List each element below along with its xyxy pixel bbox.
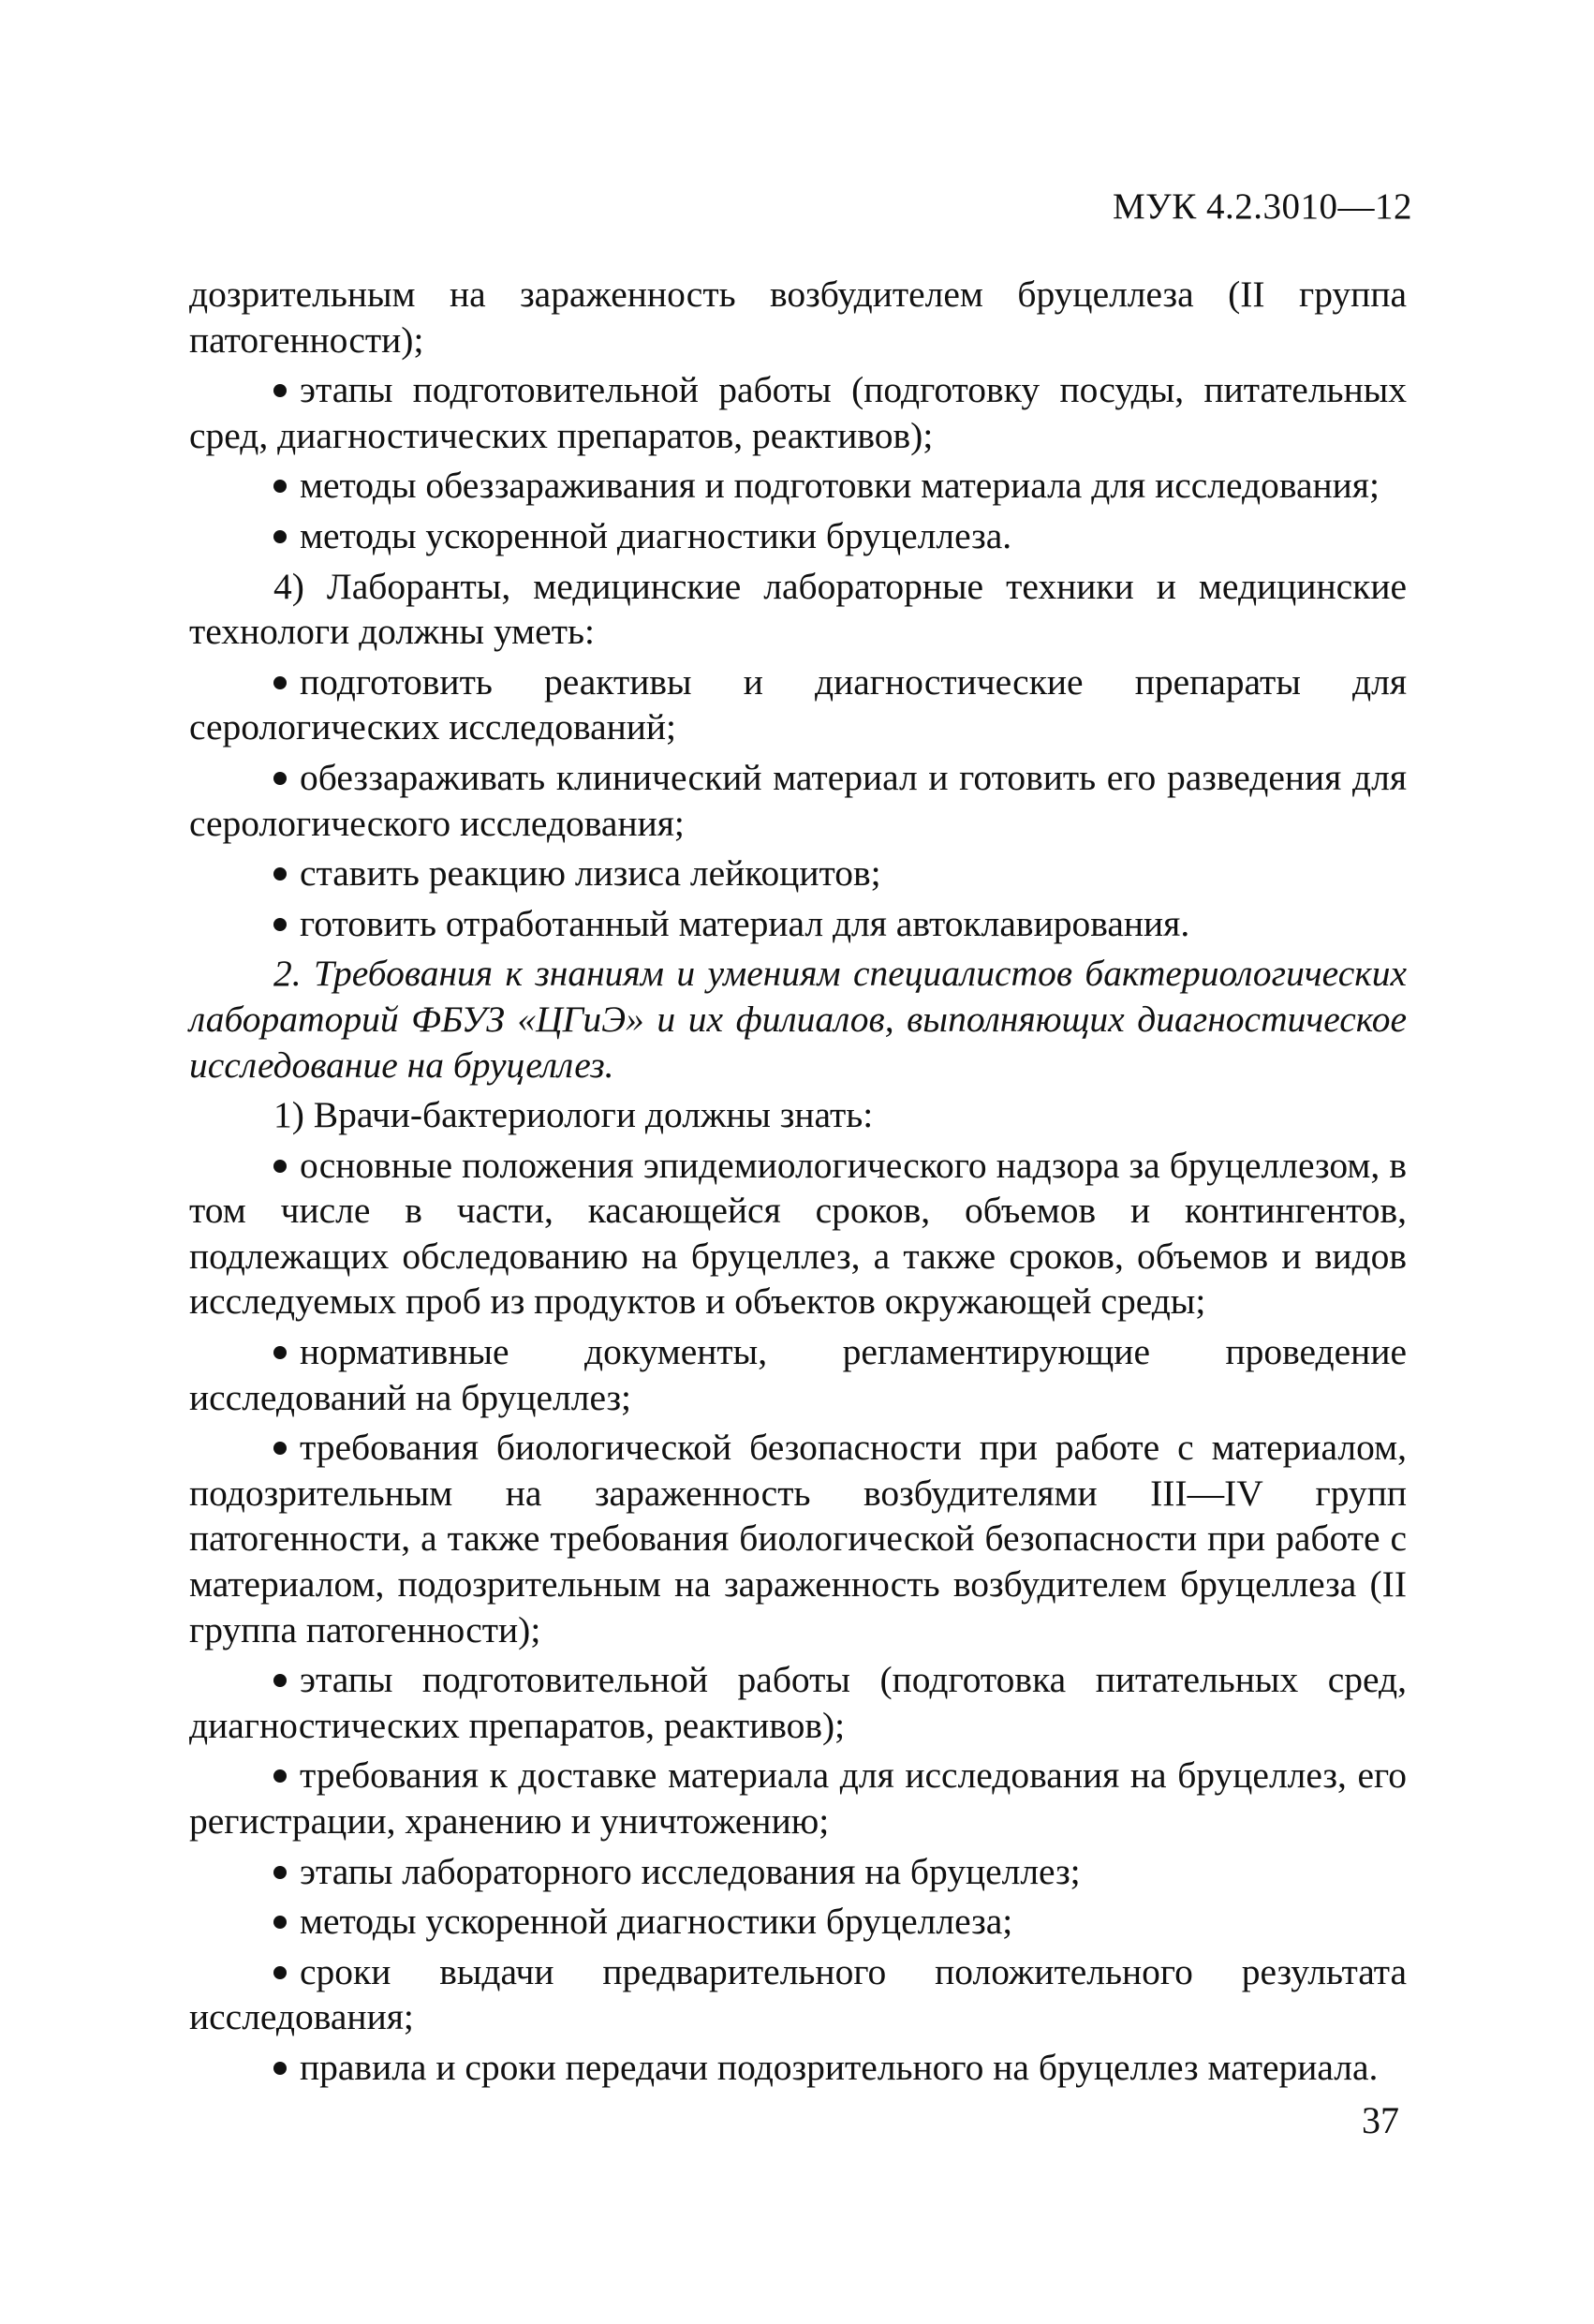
bullet-text: требования биологической безопасности при работе с материалом, подозрительным на зараженность возбудителями III—IV групп патогенности, а также требования биологической безопасности при работе с материалом, подозрительным на зараженность возбудителем бруцеллеза (II группа патогенности); <box>189 1427 1407 1650</box>
bullet-icon <box>273 1160 287 1173</box>
bullet-icon <box>273 772 287 785</box>
bullet-item <box>189 1329 1407 1420</box>
bullet-icon <box>273 918 287 931</box>
bullet-text: сроки выдачи предварительного положительного результата исследования; <box>189 1950 1407 2038</box>
bullet-icon <box>273 1916 287 1929</box>
bullet-icon <box>273 867 287 881</box>
paragraph-continuation: дозрительным на зараженность возбудителем бруцеллеза (II группа патогенности); <box>189 274 1407 361</box>
document-code-header: МУК 4.2.3010—12 <box>1112 186 1412 227</box>
page-number: 37 <box>1362 2099 1399 2141</box>
bullet-icon <box>273 676 287 689</box>
bullet-icon <box>273 1674 287 1687</box>
bullet-item <box>189 755 1407 846</box>
bullet-item <box>189 513 1407 559</box>
bullet-icon <box>273 480 287 493</box>
bullet-item <box>189 1657 1407 1748</box>
bullet-text: основные положения эпидемиологического надзора за бруцеллезом, в том числе в части, касающейся сроков, объемов и контингентов, подлежащих обследованию на бруцеллез, а также сроков, объемов и видов исследуемых проб из продуктов и объектов окружающей среды; <box>189 1144 1407 1323</box>
bullet-text: нормативные документы, регламентирующие проведение исследований на бруцеллез; <box>189 1331 1407 1418</box>
bullet-text: правила и сроки передачи подозрительного на бруцеллез материала. <box>300 2046 1379 2088</box>
paragraph: 1) Врачи-бактериологи должны знать: <box>273 1094 874 1136</box>
bullet-icon <box>273 1442 287 1455</box>
paragraph: 4) Лаборанты, медицинские лабораторные техники и медицинские технологи должны уметь: <box>189 565 1407 653</box>
bullet-icon <box>273 1769 287 1783</box>
bullet-text: требования к доставке материала для исследования на бруцеллез, его регистрации, хранению и уничтожению; <box>189 1754 1407 1842</box>
bullet-text: методы ускоренной диагностики бруцеллеза. <box>300 514 1012 556</box>
bullet-icon <box>273 2062 287 2075</box>
bullet-item <box>189 901 1407 947</box>
bullet-item <box>189 367 1407 458</box>
bullet-icon <box>273 1966 287 1979</box>
bullet-icon <box>273 530 287 543</box>
section-heading-italic: 2. Требования к знаниям и умениям специалистов бактериологических лабораторий ФБУЗ «ЦГиЭ» и их филиалов, выполняющих диагностическое исследование на бруцеллез. <box>189 953 1407 1086</box>
bullet-item <box>189 1425 1407 1652</box>
bullet-text: этапы подготовительной работы (подготовка питательных сред, диагностических препаратов, реактивов); <box>189 1659 1407 1746</box>
bullet-icon <box>273 1346 287 1359</box>
bullet-text: ставить реакцию лизиса лейкоцитов; <box>300 852 881 895</box>
bullet-item <box>189 1949 1407 2040</box>
bullet-icon <box>273 1866 287 1879</box>
bullet-text: подготовить реактивы и диагностические препараты для серологических исследований; <box>189 660 1407 748</box>
bullet-item <box>189 463 1407 509</box>
bullet-text: методы ускоренной диагностики бруцеллеза; <box>300 1901 1013 1943</box>
bullet-text: этапы лабораторного исследования на бруцеллез; <box>300 1850 1081 1892</box>
bullet-text: готовить отработанный материал для автоклавирования. <box>300 902 1190 944</box>
bullet-item <box>189 1899 1407 1945</box>
bullet-item <box>189 1849 1407 1895</box>
bullet-text: этапы подготовительной работы (подготовку посуды, питательных сред, диагностических препаратов, реактивов); <box>189 369 1407 456</box>
bullet-item <box>189 659 1407 750</box>
document-body <box>189 272 1407 2091</box>
bullet-item <box>189 2045 1407 2091</box>
bullet-item <box>189 1753 1407 1843</box>
bullet-icon <box>273 384 287 397</box>
bullet-text: методы обеззараживания и подготовки материала для исследования; <box>300 465 1380 507</box>
bullet-text: обеззараживать клинический материал и готовить его разведения для серологического исследования; <box>189 756 1407 844</box>
bullet-item <box>189 851 1407 896</box>
bullet-item <box>189 1143 1407 1325</box>
